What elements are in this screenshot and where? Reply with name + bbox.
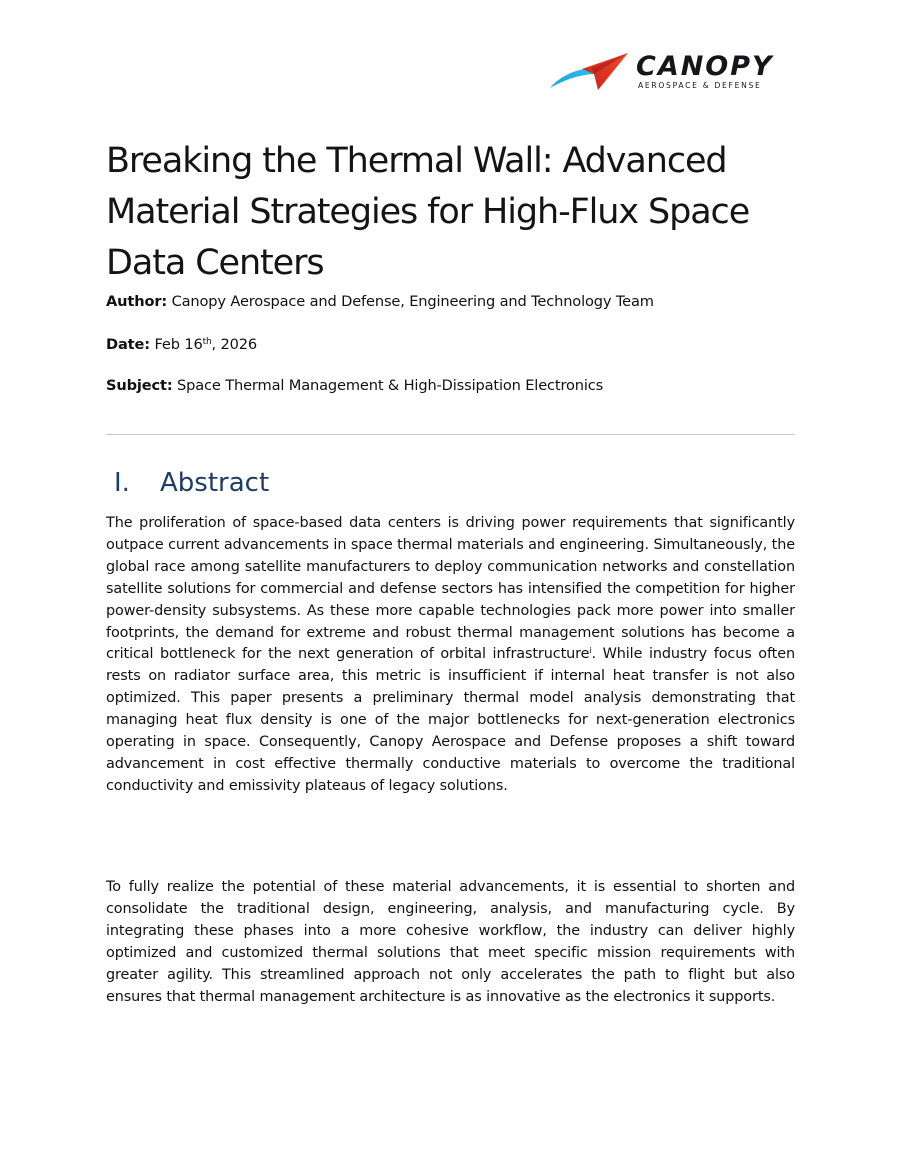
abstract-paragraph-1-text-a: The proliferation of space-based data centers is driving power requirements that significantly outpace current advancements in space thermal materials and engineering. Simultaneously, the global race among satellite manufacturers to deploy communication networks and constellation satellite solutions for commercial and defense sectors has intensified the competition for higher power-density subsystems. As these more capable technologies pack more power into smaller footprints, the demand for extreme and robust thermal management solutions has become a critical bottleneck for the next generation of orbital infrastructure xyxy=(106,515,795,663)
abstract-paragraph-1-text-b: . While industry focus often rests on radiator surface area, this metric is insufficient if internal heat transfer is not also optimized. This paper presents a preliminary thermal model analysis demonstrating that managing heat flux density is one of the major bottlenecks for next-generation electronics operating in space. Consequently, Canopy Aerospace and Defense proposes a shift toward advancement in cost effective thermally conductive materials to overcome the traditional conductivity and emissivity plateaus of legacy solutions. xyxy=(106,646,795,794)
section-number: I. xyxy=(114,468,130,498)
date-value-year: , 2026 xyxy=(211,336,258,353)
author-label: Author: xyxy=(106,293,168,310)
header-divider xyxy=(106,434,795,435)
date-value-main: Feb 16 xyxy=(154,336,203,353)
footnote-marker[interactable]: i xyxy=(589,646,592,656)
section-heading-abstract xyxy=(114,466,269,500)
date-value-ordinal: th xyxy=(202,337,212,347)
section-title: Abstract xyxy=(160,468,270,498)
subject-line xyxy=(106,377,603,395)
canopy-logo xyxy=(548,50,798,96)
date-label: Date: xyxy=(106,336,150,353)
abstract-paragraph-1 xyxy=(106,513,795,798)
subject-label: Subject: xyxy=(106,377,173,394)
logo-tagline: AEROSPACE & DEFENSE xyxy=(638,81,762,90)
document-title: Breaking the Thermal Wall: Advanced Material Strategies for High-Flux Space Data Centers xyxy=(106,141,750,283)
author-value: Canopy Aerospace and Defense, Engineering and Technology Team xyxy=(171,293,654,310)
abstract-paragraph-2: To fully realize the potential of these material advancements, it is essential to shorten and consolidate the traditional design, engineering, analysis, and manufacturing cycle. By integrating these phases into a more cohesive workflow, the industry can deliver highly optimized and customized thermal solutions that meet specific mission requirements with greater agility. This streamlined approach not only accelerates the path to flight but also ensures that thermal management architecture is as innovative as the electronics it supports. xyxy=(106,879,795,1005)
subject-value: Space Thermal Management & High-Dissipation Electronics xyxy=(177,377,604,394)
canopy-logo-mark-icon xyxy=(548,50,632,94)
logo-wordmark: CANOPY xyxy=(636,51,774,82)
author-line xyxy=(106,293,654,311)
date-line xyxy=(106,336,257,354)
date-value xyxy=(154,336,257,353)
